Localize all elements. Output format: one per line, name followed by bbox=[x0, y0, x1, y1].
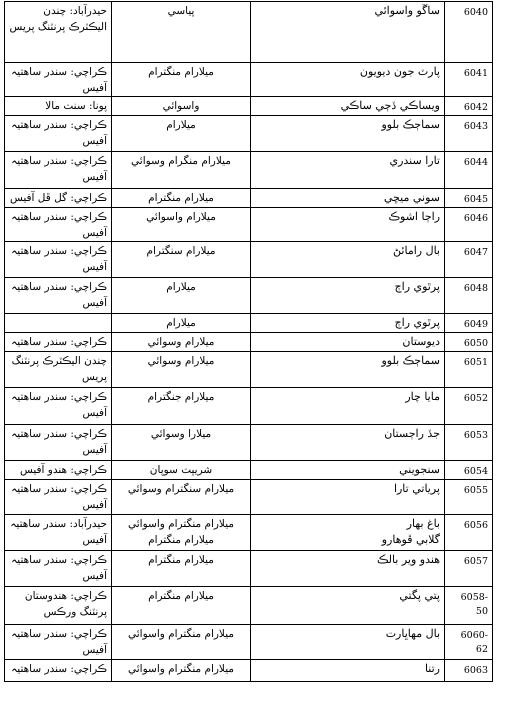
title-cell: پرٿوي راڄ bbox=[251, 278, 445, 314]
table-row bbox=[5, 660, 493, 682]
entry-number: 6046 bbox=[445, 208, 493, 242]
table-row bbox=[5, 352, 493, 388]
entry-number: 6057 bbox=[445, 551, 493, 587]
author-cell: ميلارام منگترام واسوائي bbox=[112, 660, 251, 682]
publisher-cell: ڪراچي: سندر ساهتيہ آفيس bbox=[5, 152, 112, 189]
table-row bbox=[5, 480, 493, 515]
table-row bbox=[5, 461, 493, 480]
author-cell: پياسي bbox=[112, 2, 251, 63]
entry-number: 6054 bbox=[445, 461, 493, 480]
table-row bbox=[5, 97, 493, 116]
author-cell: ميلارام منگترام bbox=[112, 63, 251, 97]
entry-number: 6043 bbox=[445, 116, 493, 152]
entry-number: 6050 bbox=[445, 333, 493, 352]
entry-number: 6056 bbox=[445, 515, 493, 551]
publisher-cell: ڪراچي: سندر ساهتيہ آفيس bbox=[5, 63, 112, 97]
title-cell: رتنا bbox=[251, 660, 445, 682]
author-cell: ميلارام bbox=[112, 116, 251, 152]
author-cell: ميلارام منگترام واسوائي bbox=[112, 625, 251, 660]
author-cell: ميلارام bbox=[112, 278, 251, 314]
publisher-cell: ڪراچي: سندر ساهتيہ آفيس bbox=[5, 388, 112, 425]
publisher-cell: ڪراچي: گل ڦل آفيس bbox=[5, 189, 112, 208]
publisher-cell: حيدرآباد: سندر ساهتيہ آفيس bbox=[5, 515, 112, 551]
author-cell: ميلارام سنگترام وسوائي bbox=[112, 480, 251, 515]
entry-number: 6047 bbox=[445, 242, 493, 278]
title-cell: پرٿوي راڄ bbox=[251, 314, 445, 333]
table-row bbox=[5, 333, 493, 352]
author-cell: ميلارام منگترام واسوائي ميلارام منگترام bbox=[112, 515, 251, 551]
publisher-cell: ڪراچي: سندر ساهتيہ bbox=[5, 660, 112, 682]
title-cell: هندو وير بالڪ bbox=[251, 551, 445, 587]
entry-number: 6053 bbox=[445, 425, 493, 461]
title-cell: سنجويني bbox=[251, 461, 445, 480]
author-cell: ميلارام منگترام bbox=[112, 189, 251, 208]
title-cell: باغ بهار گلابي ڦوهارو bbox=[251, 515, 445, 551]
entry-number: 6044 bbox=[445, 152, 493, 189]
entry-number: 6041 bbox=[445, 63, 493, 97]
catalog-table bbox=[4, 1, 493, 682]
title-cell: پرياتي تارا bbox=[251, 480, 445, 515]
title-cell: بال مهاڀارت bbox=[251, 625, 445, 660]
table-row bbox=[5, 2, 493, 63]
table-row bbox=[5, 208, 493, 242]
table-row bbox=[5, 242, 493, 278]
title-cell: ويساڪي ڏڄي ساڪي bbox=[251, 97, 445, 116]
publisher-cell: ڪراچي: سندر ساهتيہ آفيس bbox=[5, 278, 112, 314]
author-cell: ميلارام bbox=[112, 314, 251, 333]
table-row bbox=[5, 152, 493, 189]
publisher-cell: ڪراچي: سندر ساهتيہ bbox=[5, 333, 112, 352]
entry-number: 6055 bbox=[445, 480, 493, 515]
entry-number: 6058-50 bbox=[445, 587, 493, 625]
entry-number: 6052 bbox=[445, 388, 493, 425]
table-row bbox=[5, 388, 493, 425]
publisher-cell: حيدرآباد: چندن اليڪٽرڪ پرنٽنگ پريس bbox=[5, 2, 112, 63]
title-cell: مايا چار bbox=[251, 388, 445, 425]
author-cell: ميلارام منگترام bbox=[112, 551, 251, 587]
author-cell: شريپت سوپان bbox=[112, 461, 251, 480]
entry-number: 6048 bbox=[445, 278, 493, 314]
author-cell: ميلارا وسوائي bbox=[112, 425, 251, 461]
title-cell: سوني ميڇي bbox=[251, 189, 445, 208]
title-cell: پارٽ جون ديويون bbox=[251, 63, 445, 97]
author-cell: ميلارام واسوائي bbox=[112, 208, 251, 242]
title-cell: سماڄڪ بلوو bbox=[251, 352, 445, 388]
publisher-cell: ڪراچي: سندر ساهتيہ آفيس bbox=[5, 551, 112, 587]
publisher-cell: پونا: سنت مالا bbox=[5, 97, 112, 116]
entry-number: 6040 bbox=[445, 2, 493, 63]
table-row bbox=[5, 189, 493, 208]
author-cell: ميلارام وسوائي bbox=[112, 352, 251, 388]
author-cell: ميلارام منگرام وسوائي bbox=[112, 152, 251, 189]
publisher-cell: ڪراچي: سندر ساهتيہ آفيس bbox=[5, 116, 112, 152]
publisher-cell bbox=[5, 314, 112, 333]
table-row bbox=[5, 63, 493, 97]
author-cell: واسوائي bbox=[112, 97, 251, 116]
entry-number: 6045 bbox=[445, 189, 493, 208]
table-row bbox=[5, 625, 493, 660]
publisher-cell: چندن اليڪٽرڪ پرنٽنگ پريس bbox=[5, 352, 112, 388]
table-row bbox=[5, 587, 493, 625]
publisher-cell: ڪراچي: سندر ساهتيہ آفيس bbox=[5, 208, 112, 242]
table-row bbox=[5, 314, 493, 333]
title-cell: سماڄڪ بلوو bbox=[251, 116, 445, 152]
table-row bbox=[5, 278, 493, 314]
publisher-cell: ڪراچي: سندر ساهتيہ آفيس bbox=[5, 480, 112, 515]
entry-number: 6060-62 bbox=[445, 625, 493, 660]
title-cell: راڄا اشوڪ bbox=[251, 208, 445, 242]
table-row bbox=[5, 116, 493, 152]
publisher-cell: ڪراچي: هندو آفيس bbox=[5, 461, 112, 480]
entry-number: 6063 bbox=[445, 660, 493, 682]
table-row bbox=[5, 515, 493, 551]
entry-number: 6051 bbox=[445, 352, 493, 388]
table-row bbox=[5, 551, 493, 587]
table-row bbox=[5, 425, 493, 461]
catalog-body bbox=[5, 2, 493, 682]
title-cell: بال رامائڻ bbox=[251, 242, 445, 278]
publisher-cell: ڪراچي: سندر ساهتيہ آفيس bbox=[5, 425, 112, 461]
title-cell: ساڱو واسوائي bbox=[251, 2, 445, 63]
publisher-cell: ڪراچي: سندر ساهتيہ آفيس bbox=[5, 625, 112, 660]
title-cell: تارا سندري bbox=[251, 152, 445, 189]
publisher-cell: ڪراچي: سندر ساهتيہ آفيس bbox=[5, 242, 112, 278]
author-cell: ميلارام سنگترام bbox=[112, 242, 251, 278]
title-cell: جڏ راڄستان bbox=[251, 425, 445, 461]
author-cell: ميلارام منگترام bbox=[112, 587, 251, 625]
entry-number: 6042 bbox=[445, 97, 493, 116]
publisher-cell: ڪراچي: هندوستان پرنٽنگ ورڪس bbox=[5, 587, 112, 625]
author-cell: ميلارام جنگترام bbox=[112, 388, 251, 425]
title-cell: پتي پگتي bbox=[251, 587, 445, 625]
title-cell: ديوستان bbox=[251, 333, 445, 352]
author-cell: ميلارام وسوائي bbox=[112, 333, 251, 352]
entry-number: 6049 bbox=[445, 314, 493, 333]
